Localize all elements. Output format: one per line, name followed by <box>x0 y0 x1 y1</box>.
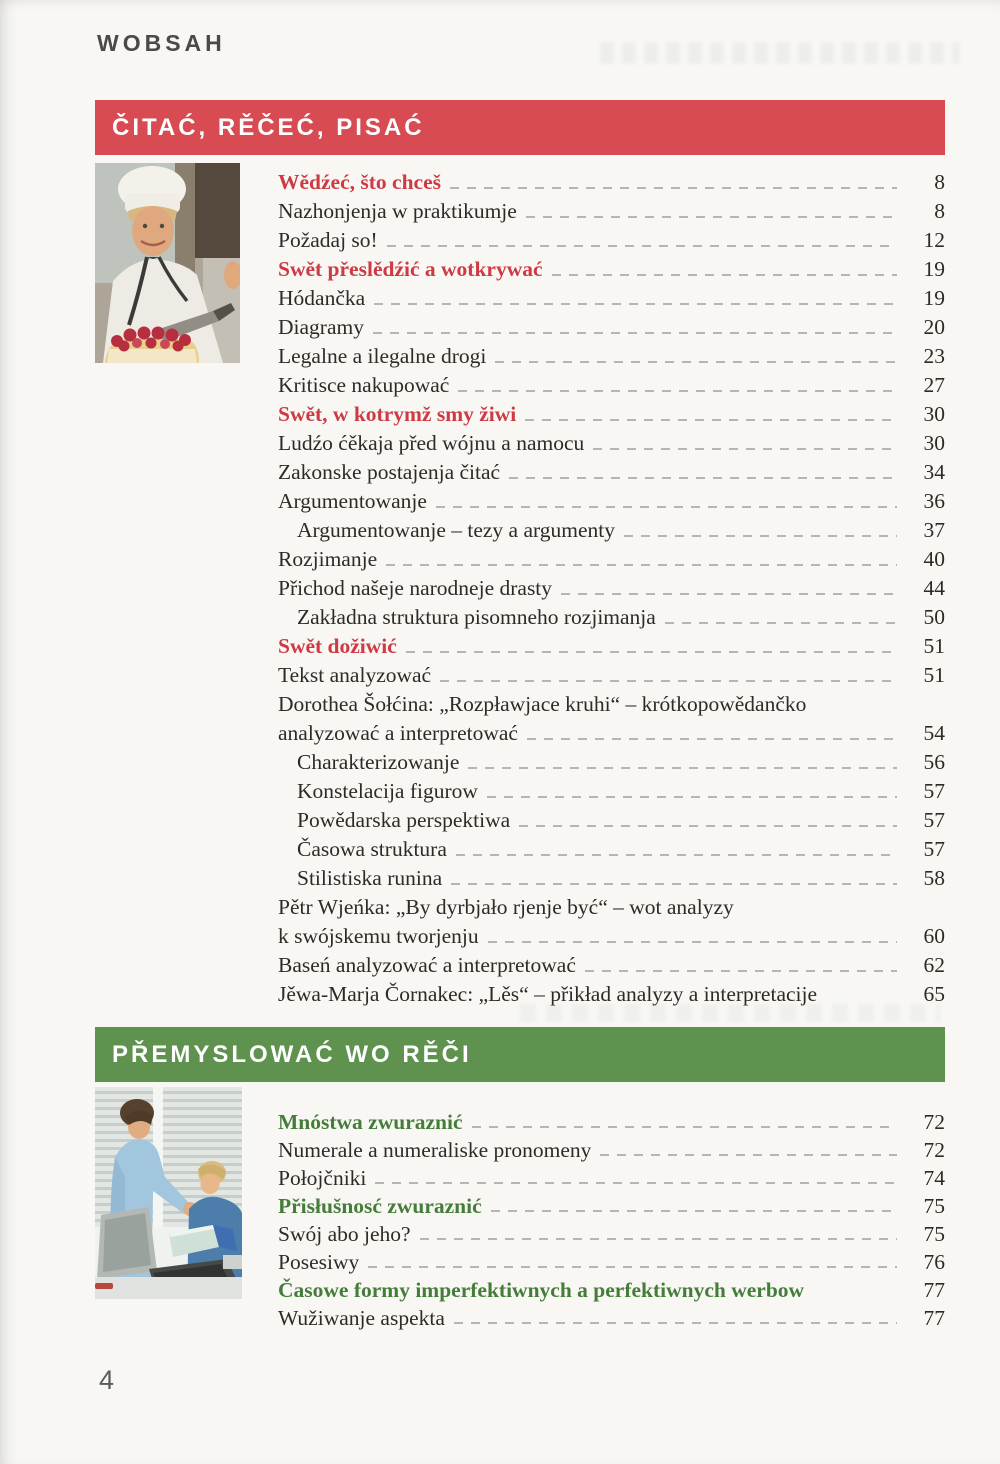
toc-entry-page: 72 <box>923 1138 945 1162</box>
toc-entry <box>278 1220 945 1248</box>
dotted-leader <box>366 1164 909 1192</box>
dotted-leader <box>656 603 909 632</box>
toc-entry <box>278 429 945 458</box>
dotted-leader <box>500 458 909 487</box>
toc-entry-title: Mnóstwa zwuraznić <box>278 1110 463 1134</box>
dotted-leader <box>543 255 909 284</box>
dotted-leader <box>517 197 909 226</box>
toc-entry-page: 75 <box>923 1222 945 1246</box>
toc-entry-page: 56 <box>923 750 945 774</box>
toc-entry-page: 20 <box>923 315 945 339</box>
toc-entry-title: Numerale a numeraliske pronomeny <box>278 1138 592 1162</box>
toc-entry-page: 54 <box>923 721 945 745</box>
toc-entry <box>278 893 945 922</box>
toc-entry <box>278 168 945 197</box>
toc-entry <box>278 1192 945 1220</box>
toc-entry-title: Wužiwanje aspekta <box>278 1306 445 1330</box>
dotted-leader <box>518 719 909 748</box>
toc-entry-title: Tekst analyzować <box>278 663 432 687</box>
toc-entry-title: Powědarska perspektiwa <box>297 808 511 832</box>
toc-entry-page: 30 <box>923 431 945 455</box>
toc-entry <box>278 632 945 661</box>
toc-entry <box>278 864 945 893</box>
toc-entry <box>278 487 945 516</box>
toc-entry-page: 37 <box>923 518 945 542</box>
toc-entry-title: Přichod našeje narodneje drasty <box>278 576 553 600</box>
toc-entry <box>278 342 945 371</box>
toc-entry <box>278 777 945 806</box>
toc-entry <box>278 835 945 864</box>
students-at-desk-photo <box>95 1087 242 1299</box>
dotted-leader <box>441 168 909 197</box>
toc-entry-title: Posesiwy <box>278 1250 360 1274</box>
section-banner-citac-recec-pisac: ČITAĆ, RĚČEĆ, PISAĆ <box>95 100 945 155</box>
toc-entry <box>278 1248 945 1276</box>
toc-entry <box>278 313 945 342</box>
toc-entry-title: Baseń analyzować a interpretować <box>278 953 576 977</box>
toc-entry <box>278 545 945 574</box>
toc-entry-title: Požadaj so! <box>278 228 378 252</box>
toc-entry-title: Zakonske postajenja čitać <box>278 460 501 484</box>
page-number: 4 <box>99 1365 115 1395</box>
toc-entry-page: 36 <box>923 489 945 513</box>
toc-entry <box>278 748 945 777</box>
toc-entry <box>278 806 945 835</box>
dotted-leader <box>806 690 909 719</box>
toc-entry <box>278 516 945 545</box>
toc-entry-title: Ludźo ćěkaja před wójnu a namocu <box>278 431 585 455</box>
dotted-leader <box>447 835 909 864</box>
toc-entry <box>278 226 945 255</box>
toc-entry-page: 12 <box>923 228 945 252</box>
toc-list-section-2 <box>278 1108 945 1332</box>
toc-entry <box>278 603 945 632</box>
chef-with-cake-photo <box>95 163 240 363</box>
toc-entry <box>278 458 945 487</box>
dotted-leader <box>411 1220 909 1248</box>
page-showthrough-artifact <box>600 42 960 64</box>
toc-entry-title: Kritisce nakupować <box>278 373 450 397</box>
dotted-leader <box>365 284 909 313</box>
toc-entry <box>278 1108 945 1136</box>
toc-entry <box>278 197 945 226</box>
toc-entry-title: Zakładna struktura pisomneho rozjimanja <box>297 605 656 629</box>
dotted-leader <box>479 922 909 951</box>
toc-entry-page: 65 <box>923 982 945 1006</box>
toc-entry-title: Swój abo jeho? <box>278 1222 411 1246</box>
toc-entry-page: 8 <box>934 199 945 223</box>
dotted-leader <box>431 661 909 690</box>
toc-entry-title: Stilistiska runina <box>297 866 443 890</box>
toc-list-section-1 <box>278 168 945 1009</box>
dotted-leader <box>427 487 909 516</box>
toc-entry-title: Rozjimanje <box>278 547 378 571</box>
toc-entry-page: 8 <box>934 170 945 194</box>
toc-entry <box>278 400 945 429</box>
toc-entry <box>278 922 945 951</box>
dotted-leader <box>584 429 909 458</box>
toc-entry-page: 19 <box>923 257 945 281</box>
toc-entry-title: Swět, w kotrymž smy žiwi <box>278 402 517 426</box>
toc-entry <box>278 951 945 980</box>
toc-entry-title: Časowe formy imperfektiwnych a perfektiwnych werbow <box>278 1278 805 1302</box>
toc-entry <box>278 574 945 603</box>
toc-entry-page: 40 <box>923 547 945 571</box>
toc-entry-page: 74 <box>923 1166 945 1190</box>
toc-entry-title: Diagramy <box>278 315 364 339</box>
toc-entry-title: Połojčniki <box>278 1166 367 1190</box>
toc-entry-page: 57 <box>923 837 945 861</box>
dotted-leader <box>478 777 909 806</box>
toc-entry <box>278 255 945 284</box>
toc-entry-page: 27 <box>923 373 945 397</box>
toc-entry-page: 30 <box>923 402 945 426</box>
toc-entry-title: Legalne a ilegalne drogi <box>278 344 487 368</box>
toc-entry <box>278 371 945 400</box>
dotted-leader <box>591 1136 909 1164</box>
dotted-leader <box>364 313 909 342</box>
dotted-leader <box>445 1304 909 1332</box>
toc-entry-page: 62 <box>923 953 945 977</box>
toc-entry <box>278 1164 945 1192</box>
dotted-leader <box>486 342 909 371</box>
toc-entry-page: 19 <box>923 286 945 310</box>
toc-entry-page: 77 <box>923 1306 945 1330</box>
toc-entry-title: Argumentowanje – tezy a argumenty <box>297 518 616 542</box>
dotted-leader <box>804 1276 909 1304</box>
toc-entry-title: Konstelacija figurow <box>297 779 478 803</box>
toc-entry-page: 44 <box>923 576 945 600</box>
toc-entry-title: Swět přeslědźić a wotkrywać <box>278 257 543 281</box>
dotted-leader <box>459 748 909 777</box>
toc-entry-title: Dorothea Šołćina: „Rozpławjace kruhi“ – krótkopowědančko <box>278 692 807 716</box>
toc-entry <box>278 1276 945 1304</box>
dotted-leader <box>734 893 909 922</box>
toc-entry <box>278 719 945 748</box>
toc-entry-title: Charakterizowanje <box>297 750 460 774</box>
page-title: WOBSAH <box>97 30 226 56</box>
toc-entry-page: 77 <box>923 1278 945 1302</box>
toc-entry <box>278 661 945 690</box>
dotted-leader <box>442 864 909 893</box>
dotted-leader <box>576 951 909 980</box>
dotted-leader <box>482 1192 909 1220</box>
toc-entry-page: 58 <box>923 866 945 890</box>
dotted-leader <box>359 1248 909 1276</box>
dotted-leader <box>449 371 909 400</box>
dotted-leader <box>463 1108 909 1136</box>
toc-entry-page: 72 <box>923 1110 945 1134</box>
dotted-leader <box>377 545 909 574</box>
toc-entry <box>278 1304 945 1332</box>
toc-entry-title: Časowa struktura <box>297 837 447 861</box>
toc-entry-page: 76 <box>923 1250 945 1274</box>
toc-entry <box>278 690 945 719</box>
toc-entry-title: Pětr Wjeńka: „By dyrbjało rjenje być“ – wot analyzy <box>278 895 734 919</box>
toc-entry-page: 51 <box>923 663 945 687</box>
toc-entry-title: Jěwa-Marja Čornakec: „Lěs“ – přikład analyzy a interpretacije <box>278 982 818 1006</box>
dotted-leader <box>817 980 909 1009</box>
toc-entry <box>278 980 945 1009</box>
dotted-leader <box>397 632 909 661</box>
toc-entry-page: 50 <box>923 605 945 629</box>
toc-entry <box>278 284 945 313</box>
toc-entry <box>278 1136 945 1164</box>
section-banner-premyslowac-wo-reci: PŘEMYSLOWAĆ WO RĚČI <box>95 1027 945 1082</box>
toc-entry-page <box>909 690 945 719</box>
toc-entry-title: k swójskemu tworjenju <box>278 924 479 948</box>
toc-entry-page: 57 <box>923 779 945 803</box>
dotted-leader <box>516 400 909 429</box>
toc-entry-title: Hódančka <box>278 286 366 310</box>
toc-entry-page: 34 <box>923 460 945 484</box>
dotted-leader <box>552 574 909 603</box>
toc-entry-title: Swět dožiwić <box>278 634 397 658</box>
toc-entry-page <box>909 893 945 922</box>
dotted-leader <box>510 806 909 835</box>
dotted-leader <box>615 516 909 545</box>
toc-entry-page: 57 <box>923 808 945 832</box>
toc-entry-page: 75 <box>923 1194 945 1218</box>
toc-entry-page: 23 <box>923 344 945 368</box>
toc-entry-title: Wědźeć, što chceš <box>278 170 441 194</box>
toc-entry-title: Argumentowanje <box>278 489 427 513</box>
toc-entry-title: Přisłušnosć zwuraznić <box>278 1194 482 1218</box>
dotted-leader <box>378 226 909 255</box>
toc-entry-title: analyzować a interpretować <box>278 721 518 745</box>
toc-entry-page: 51 <box>923 634 945 658</box>
toc-entry-title: Nazhonjenja w praktikumje <box>278 199 517 223</box>
toc-entry-page: 60 <box>923 924 945 948</box>
